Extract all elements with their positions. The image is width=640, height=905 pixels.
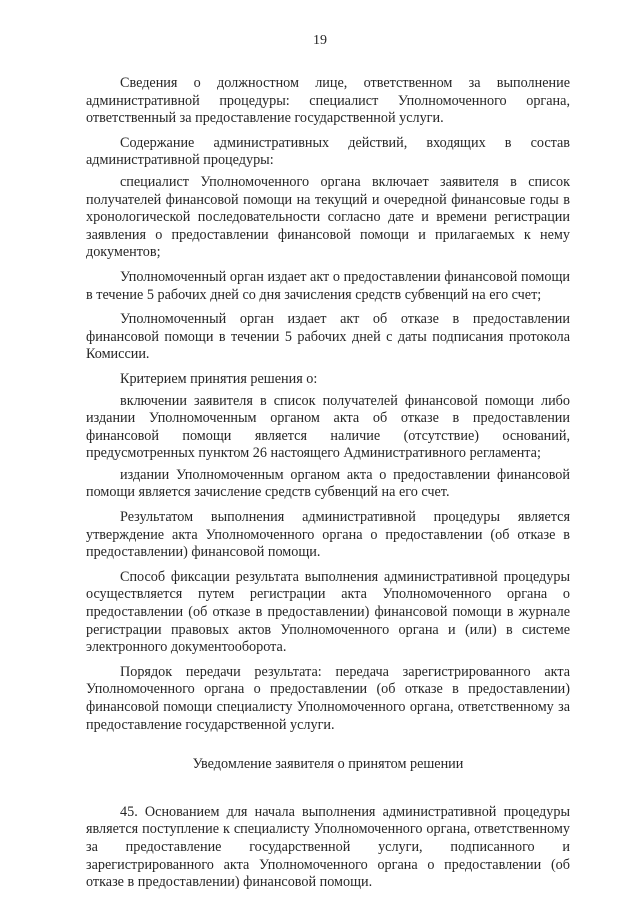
paragraph-refusal-act: Уполномоченный орган издает акт об отказе в предоставлении финансовой помощи в течении 5 рабочих дней с даты подписания протокола Комиссии.: [86, 311, 570, 363]
paragraph-criteria-inclusion: включении заявителя в список получателей финансовой помощи либо издании Уполномоченным органом акта об отказе в предоставлении финансовой помощи является наличие (отсутствие) оснований, предусмотренных пунктом 26 настоящего Административного регламента;: [86, 392, 570, 462]
paragraph-grant-act: Уполномоченный орган издает акт о предоставлении финансовой помощи в течение 5 рабочих дней со дня зачисления средств субвенций на его счет;: [86, 268, 570, 303]
document-body: [86, 75, 570, 899]
paragraph-official-info: Сведения о должностном лице, ответственном за выполнение административной процедуры: специалист Уполномоченного органа, ответственный за предоставление государственной услуги.: [86, 75, 570, 127]
paragraph-result: Результатом выполнения административной процедуры является утверждение акта Уполномоченного органа о предоставлении (об отказе в предоставлении) финансовой помощи.: [86, 509, 570, 561]
paragraph-transfer-order: Порядок передачи результата: передача зарегистрированного акта Уполномоченного органа о предоставлении (об отказе в предоставлении) финансовой помощи специалисту Уполномоченного органа, ответственному за предоставление государственной услуги.: [86, 663, 570, 733]
paragraph-45: 45. Основанием для начала выполнения административной процедуры является поступление к специалисту Уполномоченного органа, ответственному за предоставление государственной услуги, подписанного и зарегистрированного акта Уполномоченного органа о предоставлении (об отказе в предоставлении) финансовой помощи.: [86, 803, 570, 891]
paragraph-criteria-intro: Критерием принятия решения о:: [120, 370, 318, 387]
paragraph-include-applicant: специалист Уполномоченного органа включает заявителя в список получателей финансовой помощи на текущий и очередной финансовые годы в хронологической последовательности согласно дате и времени регистрации заявления о предоставлении финансовой помощи и прилагаемых к нему документов;: [86, 173, 570, 261]
page-number: 19: [313, 33, 327, 48]
paragraph-criteria-grant: издании Уполномоченным органом акта о предоставлении финансовой помощи является зачисление средств субвенций на его счет.: [86, 466, 570, 501]
section-heading: Уведомление заявителя о принятом решении: [192, 756, 464, 773]
paragraph-actions-intro: Содержание административных действий, входящих в состав административной процедуры:: [86, 134, 570, 169]
paragraph-fixation-method: Способ фиксации результата выполнения административной процедуры осуществляется путем регистрации акта Уполномоченного органа о предоставлении (об отказе в предоставлении) финансовой помощи в журнале регистрации правовых актов Уполномоченного органа и (или) в системе электронного документооборота.: [86, 568, 570, 656]
